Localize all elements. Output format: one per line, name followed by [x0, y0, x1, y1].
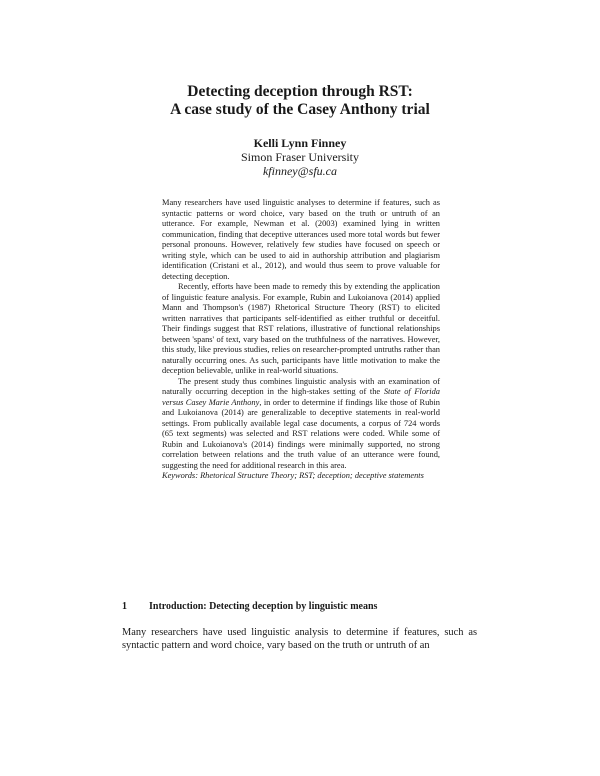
author-name: Kelli Lynn Finney	[253, 136, 347, 150]
abstract-paragraph-3-end: , in order to determine if findings like those of Rubin and Lukoianova (2014) are generalizable to deceptive statements in real-world settings. From publically available legal case documents, a corpus of 724 words (65 text segments) was selected and RST relations were coded. While some of Rubin and Lukoianova's (2014) findings were minimally supported, no strong correlation between relations and the truth value of an utterance were found, suggesting the need for additional research in this area.	[162, 397, 440, 470]
abstract-paragraph-3-start: The present study thus combines linguistic analysis with an examination of naturally occurring deception in the high-stakes setting of the	[162, 376, 440, 396]
author-email: kfinney@sfu.ca	[262, 164, 337, 178]
section-title: Introduction: Detecting deception by linguistic means	[149, 601, 378, 612]
section-number: 1	[122, 601, 127, 612]
paper-title-line-1: Detecting deception through RST:	[187, 83, 413, 100]
keywords: Keywords: Rhetorical Structure Theory; RST; deception; deceptive statements	[162, 471, 424, 480]
author-affiliation: Simon Fraser University	[241, 150, 359, 164]
abstract-paragraph-3	[162, 377, 440, 472]
paper-title-line-2: A case study of the Casey Anthony trial	[170, 101, 430, 118]
abstract	[162, 198, 440, 482]
section-body-text: Many researchers have used linguistic analysis to determine if features, such as syntactic pattern and word choice, vary based on the truth or untruth of an	[122, 627, 477, 652]
section-heading	[122, 600, 482, 613]
abstract-paragraph-2: Recently, efforts have been made to remedy this by extending the application of linguistic feature analysis. For example, Rubin and Lukoianova (2014) applied Mann and Thompson's (1987) Rhetorical Structure Theory (RST) to elicited written narratives that participants self-identified as either truthful or deceitful. Their findings suggest that RST relations, illustrative of functional relationships between 'spans' of text, vary based on the truthfulness of the narratives. However, this study, like previous studies, relies on researcher-prompted untruths rather than naturally occurring ones. As such, participants have little motivation to make the deception believable, unlike in real-world situations.	[162, 282, 440, 375]
abstract-paragraph-1: Many researchers have used linguistic analyses to determine if features, such as syntactic patterns or word choice, vary based on the truth or untruth of an utterance. For example, Newman et al. (2003) examined lying in written communication, finding that deceptive utterances used more total words but fewer personal pronouns. However, relatively few studies have focused on speech or writing style, which can be used to aid in authorship attribution and plagiarism identification (Cristani et al., 2012), and would thus seem to prove valuable for detecting deception.	[162, 198, 440, 281]
case-name: State of Florida versus Casey Marie Anthony	[162, 387, 440, 407]
